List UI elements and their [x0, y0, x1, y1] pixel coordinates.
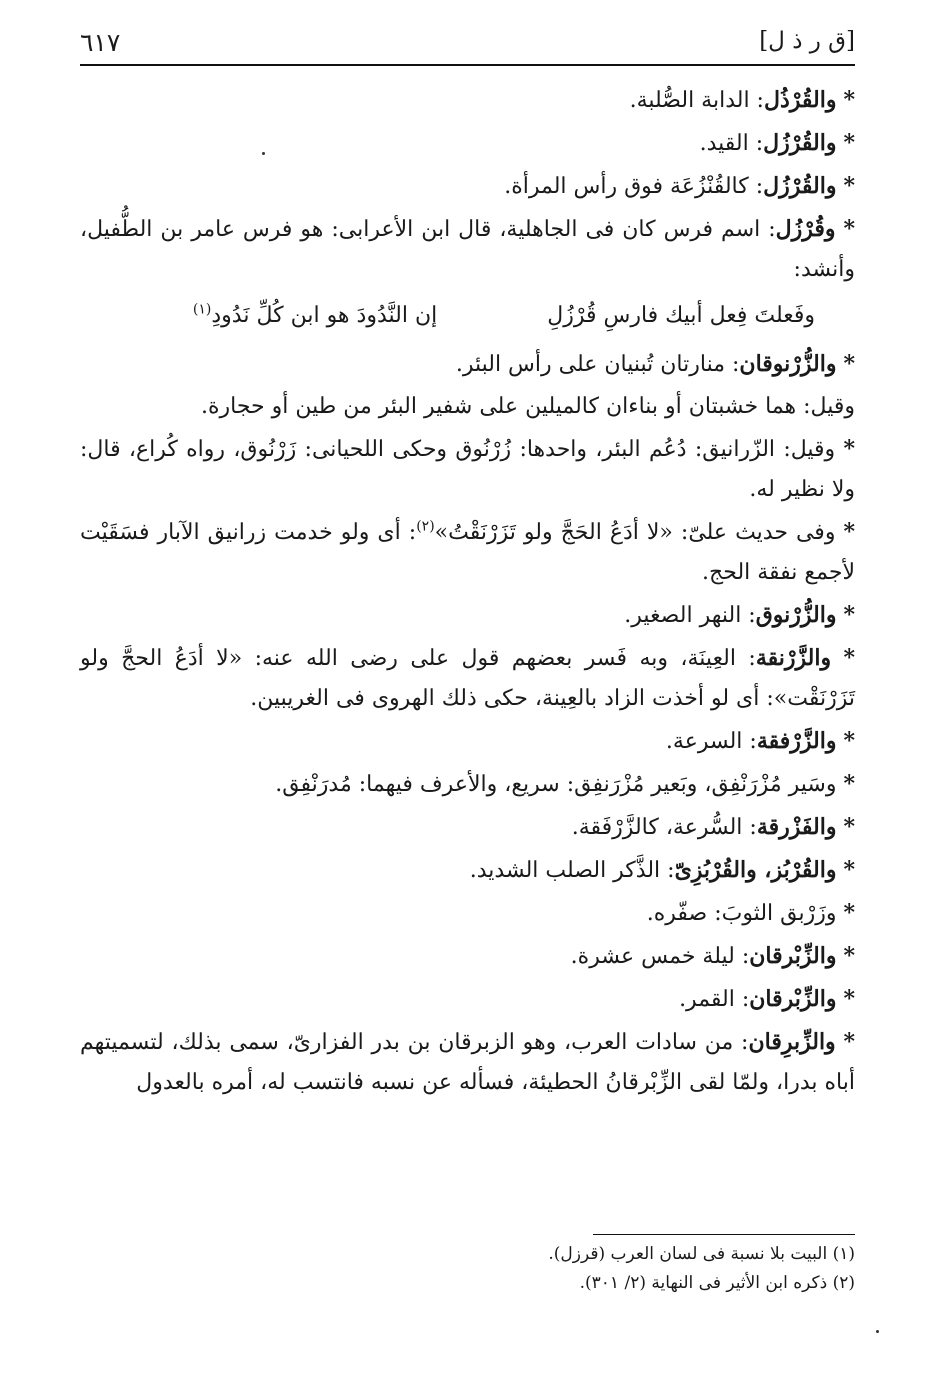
definition: : اسم فرس كان فى الجاهلية، قال ابن الأعرابى: هو فرس عامر بن الطُّفيل، وأنشد:	[80, 217, 855, 282]
definition: : منارتان تُبنيان على رأس البئر.	[455, 352, 740, 377]
definition: : الدابة الصُّلبة.	[629, 88, 764, 113]
headword: والزُّرْنوق	[755, 602, 837, 628]
headword: والقُرْبُز، والقُرْبُزِىّ	[674, 857, 837, 883]
footnote: (١) البيت بلا نسبة فى لسان العرب (قرزل).	[548, 1244, 855, 1264]
entry: * والزِّبرِقان: من سادات العرب، وهو الزبرقان بن بدر الفزارىّ، سمى بذلك، لتسميتهم أباه بدرا، ولمّا لقى الزِّبْرقانُ الحطيئة، فسأله عن نسبه فانتسب له، أمره بالعدول	[80, 1029, 855, 1095]
definition: وقيل: هما خشبتان أو بناءان كالميلين على شفير البئر من طين أو حجارة.	[200, 394, 855, 419]
scan-speck	[262, 152, 265, 155]
definition: : الذَّكر الصلب الشديد.	[469, 858, 675, 883]
definition: : ليلة خمس عشرة.	[570, 944, 750, 969]
headword: والفَزْرقة	[756, 814, 837, 840]
headword: والزُّرْنوقان	[739, 351, 837, 377]
header-rule	[80, 64, 855, 66]
definition: : النهر الصغير.	[624, 603, 756, 628]
entry: * والقُرْزُل: القيد.	[699, 130, 855, 156]
entry: * وفى حديث علىّ: «لا أدَعُ الحَجَّ ولو تَزَرْنَقْتُ»$^{(٢)}$: أى ولو خدمت زرانيق الآبار فسَقَيْت لأجمع نفقة الحج.	[80, 518, 855, 585]
entry: * وسَير مُزْرَنْفِق، وبَعير مُزْرَنفِق: سريع، والأعرف فيهما: مُدرَنْفِق.	[275, 771, 855, 797]
footnote-rule	[593, 1234, 855, 1235]
entries-body	[80, 80, 855, 1103]
entry: * والزِّبْرقان: القمر.	[679, 986, 855, 1012]
entry: * والفَزْرقة: السُّرعة، كالزَّرْفَقة.	[571, 814, 855, 840]
entry: * والقُرْزُل: كالقُنْزُعَة فوق رأس المرأة.	[504, 173, 855, 199]
definition: وفى حديث علىّ: «لا أدَعُ الحَجَّ ولو تَزَرْنَقْتُ»	[434, 520, 836, 545]
entry	[80, 387, 855, 427]
page-number: ٦١٧	[80, 28, 121, 57]
entry: * والزُّرْنوقان: منارتان تُبنيان على رأس البئر.	[455, 351, 855, 377]
verse-first-hemistich: وفَعلتَ فِعل أبيك فارسِ قُرْزُلِ	[547, 303, 815, 328]
headword: والقُرْذُل	[763, 87, 837, 113]
headword: والزَّرْنقة	[755, 645, 832, 671]
definition: وسَير مُزْرَنْفِق، وبَعير مُزْرَنفِق: سريع، والأعرف فيهما: مُدرَنْفِق.	[275, 772, 837, 797]
entry: * والزِّبْرقان: ليلة خمس عشرة.	[570, 943, 855, 969]
definition: : كالقُنْزُعَة فوق رأس المرأة.	[504, 174, 764, 199]
entry: * والقُرْبُز، والقُرْبُزِىّ: الذَّكر الصلب الشديد.	[469, 857, 855, 883]
footnotes	[80, 1240, 855, 1298]
scan-speck	[876, 1330, 879, 1333]
definition: وقيل: الزّرانيق: دُعُم البئر، واحدها: زُرْنُوق وحكى اللحيانى: زَرْنُوق، رواه كُراع، قال: ولا نظير له.	[80, 437, 855, 502]
entry: * والزُّرْنوق: النهر الصغير.	[624, 602, 855, 628]
definition: : القمر.	[679, 987, 750, 1012]
footnote: (٢) ذكره ابن الأثير فى النهاية (٢/ ٣٠١).	[579, 1273, 855, 1293]
verse-second-hemistich: إن النَّدُودَ هو ابن كُلِّ نَدُودِ$^{(١)}$	[192, 301, 438, 328]
entry: * والزَّرْنقة: العِينَة، وبه فَسر بعضهم قول على رضى الله عنه: «لا أدَعُ الحجَّ ولو تَزَرْنَقْت»: أى لو أخذت الزاد بالعِينة، حكى ذلك الهروى فى الغريبين.	[80, 645, 856, 711]
definition: : العِينَة، وبه فَسر بعضهم قول على رضى الله عنه: «لا أدَعُ الحجَّ ولو تَزَرْنَقْت»: أى لو أخذت الزاد بالعِينة، حكى ذلك الهروى فى الغريبين.	[80, 646, 855, 711]
headword: والزِّبْرقان	[749, 986, 837, 1012]
footnote-marker: (٢)	[416, 518, 435, 535]
definition: وزَرْبق الثوبَ: صفّره.	[646, 901, 837, 926]
definition: : السرعة.	[665, 729, 757, 754]
entry: * وزَرْبق الثوبَ: صفّره.	[646, 900, 855, 926]
entry: * والزَّرْفقة: السرعة.	[665, 728, 855, 754]
footnote-marker: (١)	[192, 301, 212, 318]
definition: : السُّرعة، كالزَّرْفَقة.	[571, 815, 757, 840]
poetry-verse	[80, 296, 855, 336]
entry: * وقُرْزُل: اسم فرس كان فى الجاهلية، قال ابن الأعرابى: هو فرس عامر بن الطُّفيل، وأنشد:	[80, 216, 855, 282]
definition: : من سادات العرب، وهو الزبرقان بن بدر الفزارىّ، سمى بذلك، لتسميتهم أباه بدرا، ولمّا لقى الزِّبْرقانُ الحطيئة، فسأله عن نسبه فانتسب له، أمره بالعدول	[80, 1030, 855, 1095]
definition-cont: : أى ولو خدمت زرانيق الآبار فسَقَيْت لأجمع نفقة الحج.	[80, 520, 855, 585]
page-header	[80, 28, 855, 62]
headword: والزَّرْفقة	[756, 728, 837, 754]
root-letters: [ق ر ذ ل]	[759, 28, 855, 54]
entry: * والقُرْذُل: الدابة الصُّلبة.	[629, 87, 855, 113]
headword: والزِّبرِقان	[748, 1029, 836, 1055]
headword: والزِّبْرقان	[749, 943, 837, 969]
entry: * وقيل: الزّرانيق: دُعُم البئر، واحدها: زُرْنُوق وحكى اللحيانى: زَرْنُوق، رواه كُراع، قال: ولا نظير له.	[80, 436, 855, 502]
definition: : القيد.	[699, 131, 764, 156]
headword: وقُرْزُل	[775, 216, 836, 242]
headword: والقُرْزُل	[763, 173, 837, 199]
headword: والقُرْزُل	[763, 130, 837, 156]
